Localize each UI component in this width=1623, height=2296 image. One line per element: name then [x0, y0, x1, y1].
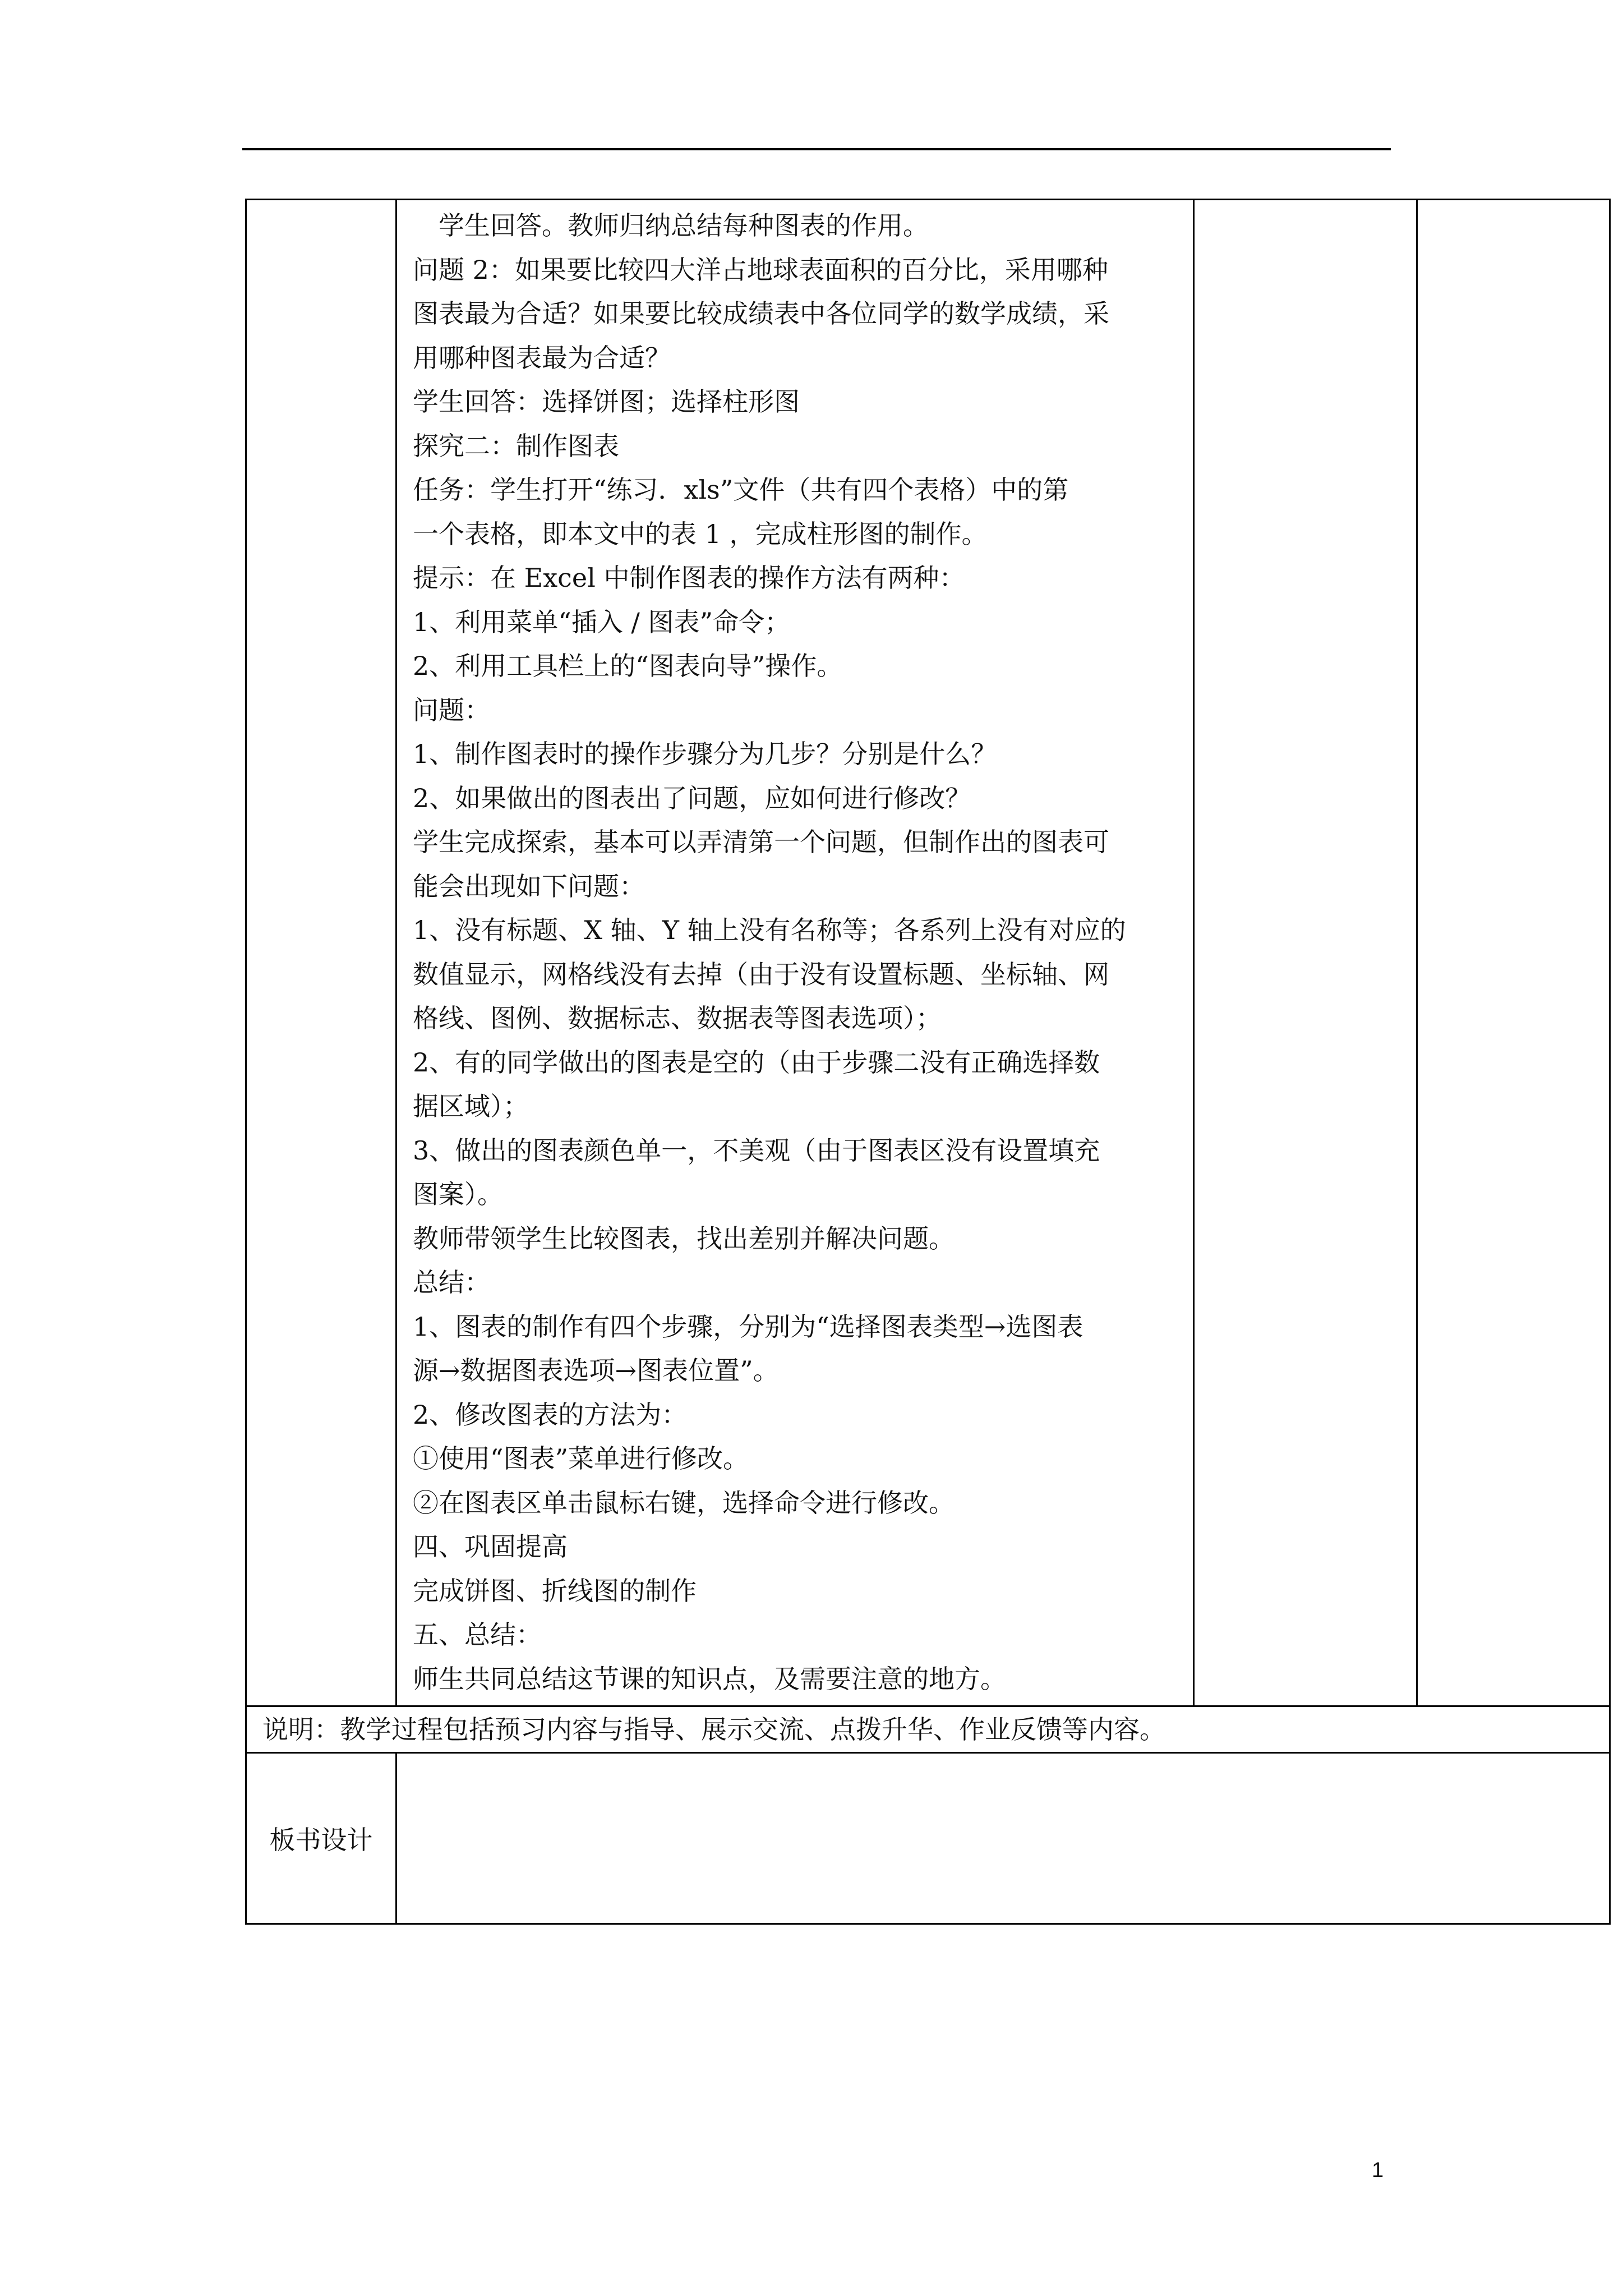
text-line: ①使用“图表”菜单进行修改。 — [413, 1443, 749, 1474]
lesson-plan-table — [245, 199, 1611, 1925]
row-label-cell — [246, 200, 396, 1706]
board-design-row — [246, 1753, 1610, 1924]
note-row — [246, 1706, 1610, 1753]
text-line: 2、如果做出的图表出了问题，应如何进行修改？ — [413, 783, 971, 813]
header-rule — [242, 148, 1391, 150]
text-line: 图案）。 — [413, 1179, 503, 1209]
text-line: 一个表格，即本文中的表 1 ，完成柱形图的制作。 — [413, 518, 988, 549]
text-line: 1、利用菜单“插入 / 图表”命令； — [413, 606, 791, 637]
text-line: ②在图表区单击鼠标右键，选择命令进行修改。 — [413, 1487, 955, 1518]
text-line: 探究二：制作图表 — [413, 430, 619, 461]
board-design-label: 板书设计 — [246, 1753, 396, 1924]
text-line: 1、制作图表时的操作步骤分为几步？分别是什么？ — [413, 739, 997, 769]
text-line: 1、没有标题、X 轴、Y 轴上没有名称等；各系列上没有对应的 — [413, 915, 1126, 945]
text-line: 3、做出的图表颜色单一，不美观（由于图表区没有设置填充 — [413, 1135, 1100, 1166]
teaching-process-row — [246, 200, 1610, 1706]
text-line: 2、利用工具栏上的“图表向导”操作。 — [413, 651, 843, 681]
text-line: 图表最为合适？如果要比较成绩表中各位同学的数学成绩，采 — [413, 298, 1109, 329]
empty-cell — [1194, 200, 1417, 1706]
text-line: 学生完成探索，基本可以弄清第一个问题，但制作出的图表可 — [413, 827, 1109, 857]
text-line: 2、修改图表的方法为： — [413, 1399, 688, 1430]
board-design-content — [396, 1753, 1610, 1924]
text-line: 师生共同总结这节课的知识点，及需要注意的地方。 — [413, 1663, 1006, 1694]
text-line: 总结： — [413, 1267, 490, 1297]
teaching-process-text — [397, 200, 1193, 1705]
empty-cell — [1417, 200, 1610, 1706]
text-line: 2、有的同学做出的图表是空的（由于步骤二没有正确选择数 — [413, 1047, 1100, 1078]
text-line: 五、总结： — [413, 1619, 542, 1650]
text-line: 1、图表的制作有四个步骤，分别为“选择图表类型→选图表 — [413, 1311, 1083, 1342]
note-text: 说明：教学过程包括预习内容与指导、展示交流、点拨升华、作业反馈等内容。 — [246, 1706, 1610, 1753]
text-line: 教师带领学生比较图表，找出差别并解决问题。 — [413, 1223, 955, 1254]
text-line: 学生回答。教师归纳总结每种图表的作用。 — [439, 210, 929, 241]
text-line: 源→数据图表选项→图表位置”。 — [413, 1355, 779, 1386]
text-line: 四、巩固提高 — [413, 1531, 568, 1562]
text-line: 学生回答：选择饼图；选择柱形图 — [413, 386, 800, 417]
text-line: 数值显示，网格线没有去掉（由于没有设置标题、坐标轴、网 — [413, 959, 1109, 990]
text-line: 能会出现如下问题： — [413, 871, 645, 901]
teaching-process-cell — [396, 200, 1194, 1706]
text-line: 用哪种图表最为合适？ — [413, 342, 671, 373]
text-line: 完成饼图、折线图的制作 — [413, 1575, 697, 1606]
text-line: 提示：在 Excel 中制作图表的操作方法有两种： — [413, 563, 965, 593]
text-line: 据区域）； — [413, 1091, 529, 1121]
text-line: 问题： — [413, 694, 490, 725]
page-number: 1 — [1372, 2159, 1384, 2182]
text-line: 任务：学生打开“练习．xls”文件（共有四个表格）中的第 — [413, 475, 1069, 505]
text-line: 问题 2：如果要比较四大洋占地球表面积的百分比，采用哪种 — [413, 254, 1108, 285]
text-line: 格线、图例、数据标志、数据表等图表选项）； — [413, 1003, 942, 1033]
